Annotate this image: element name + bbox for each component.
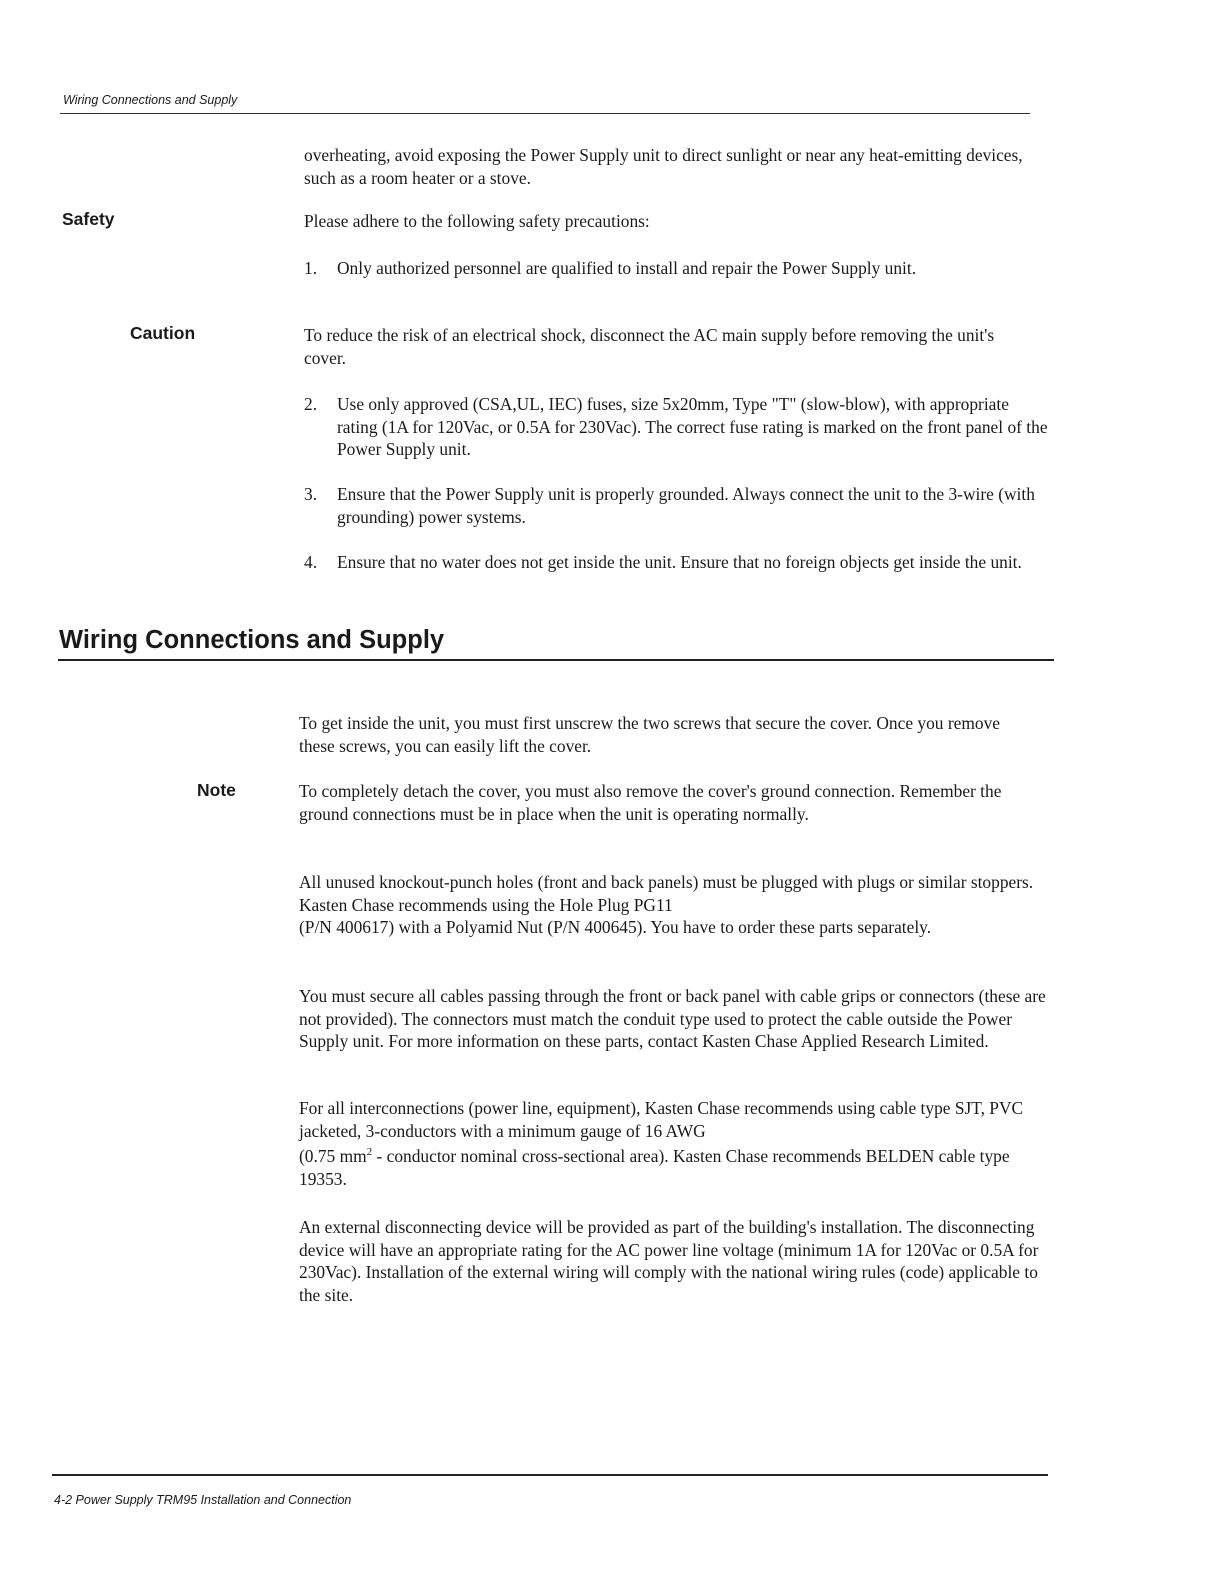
running-header: Wiring Connections and Supply (63, 93, 238, 107)
paragraph-line: For all interconnections (power line, equipment), Kasten Chase recommends using cable type SJT, PVC jacketed, 3-conductors with a minimum gauge of 16 AWG (299, 1098, 1024, 1141)
list-item: Ensure that the Power Supply unit is properly grounded. Always connect the unit to the 3-wire (with grounding) power systems. (337, 484, 1035, 527)
superscript: 2 (366, 1146, 373, 1159)
list-item: Ensure that no water does not get inside the unit. Ensure that no foreign objects get inside the unit. (337, 552, 1022, 572)
note-label: Note (197, 780, 236, 800)
paragraph-line: All unused knockout-punch holes (front and back panels) must be plugged with plugs or similar stoppers. Kasten Chase recommends using the Hole Plug PG11 (299, 872, 1034, 915)
header-rule (60, 113, 1030, 114)
paragraph-line: (P/N 400617) with a Polyamid Nut (P/N 400645). You have to order these parts separately. (299, 917, 932, 937)
paragraph-cover-screws: To get inside the unit, you must first unscrew the two screws that secure the cover. Once you remove these screws, you can easily lift the cover. (299, 713, 1000, 756)
safety-label: Safety (62, 209, 115, 229)
paragraph-line (299, 1145, 1029, 1190)
list-number: 1. (304, 258, 318, 278)
caution-text: To reduce the risk of an electrical shock, disconnect the AC main supply before removing the unit's cover. (304, 325, 995, 368)
list-number: 3. (304, 484, 318, 504)
paragraph-cable-grips: You must secure all cables passing through the front or back panel with cable grips or connectors (these are not provided). The connectors must match the conduit type used to protect the cable outside the Power Supply unit. For more information on these parts, contact Kasten Chase Applied Research Limited. (299, 986, 1046, 1051)
page-footer: 4-2 Power Supply TRM95 Installation and Connection (54, 1493, 352, 1507)
section-title: Wiring Connections and Supply (59, 626, 445, 654)
paragraph-disconnecting-device: An external disconnecting device will be provided as part of the building's installation. The disconnecting device will have an appropriate rating for the AC power line voltage (minimum 1A for 120Vac or 0.5A for 230Vac). Installation of the external wiring will comply with the national wiring rules (code) applicable to the site. (299, 1217, 1039, 1305)
footer-rule (52, 1474, 1048, 1476)
list-number: 2. (304, 394, 318, 414)
safety-lead: Please adhere to the following safety precautions: (304, 211, 650, 231)
list-item: Only authorized personnel are qualified to install and repair the Power Supply unit. (337, 258, 917, 278)
list-number: 4. (304, 552, 318, 572)
continued-paragraph: overheating, avoid exposing the Power Supply unit to direct sunlight or near any heat-emitting devices, such as a room heater or a stove. (304, 145, 1023, 188)
list-item: Use only approved (CSA,UL, IEC) fuses, size 5x20mm, Type "T" (slow-blow), with appropriate rating (1A for 120Vac, or 0.5A for 230Vac). The correct fuse rating is marked on the front panel of the Power Supply unit. (337, 394, 1048, 459)
section-rule (58, 659, 1054, 661)
caution-label: Caution (130, 323, 196, 343)
unit-text: (0.75 mm (299, 1146, 367, 1166)
paragraph-interconnections (299, 1097, 1029, 1190)
unit-rest: - conductor nominal cross-sectional area). Kasten Chase recommends BELDEN cable type 19353. (299, 1146, 1010, 1189)
note-text: To completely detach the cover, you must also remove the cover's ground connection. Remember the ground connections must be in place when the unit is operating normally. (299, 781, 1002, 824)
paragraph-knockout-holes (299, 871, 1049, 939)
